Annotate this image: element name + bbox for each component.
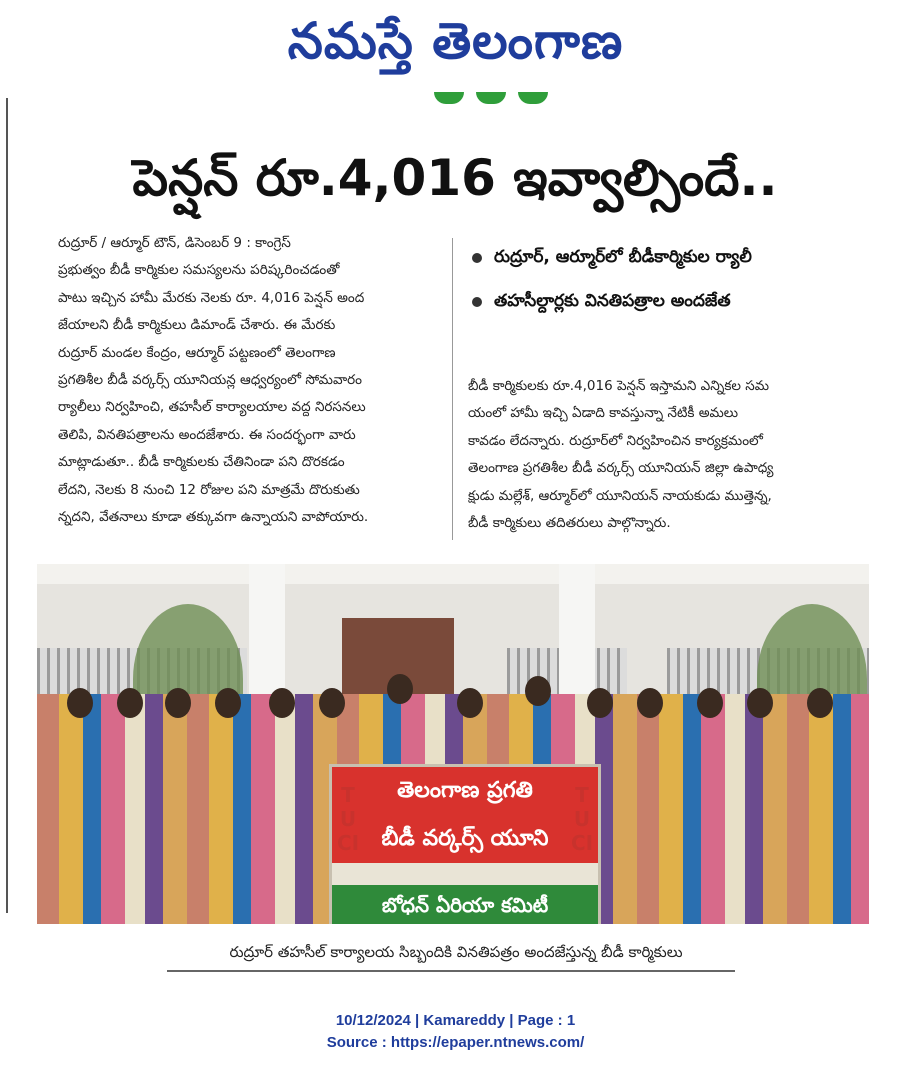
subhead-item (468, 284, 888, 318)
subhead-text: రుద్రూర్, ఆర్మూర్‌లో బీడీకార్మికుల ర్యాలీ (494, 247, 752, 267)
page-footer (0, 1010, 911, 1054)
banner-text: బీడీ వర్కర్స్ యూని (381, 826, 549, 851)
article-line: యంలో హామీ ఇచ్చి ఏడాది కావస్తున్నా నేటికీ అమలు (468, 405, 739, 422)
article-line: ర్యాలీలు నిర్వహించి, తహసీల్ కార్యాలయాల వద్ద నిరసనలు (58, 399, 366, 416)
article-right-column (468, 373, 868, 537)
banner-text: తెలంగాణ ప్రగతి (397, 778, 533, 803)
article-line: బీడీ కార్మికులకు రూ.4,016 పెన్షన్ ఇస్తామని ఎన్నికల సమ (468, 378, 769, 394)
subhead-text: తహసీల్దార్లకు వినతిపత్రాల అందజేత (494, 291, 731, 311)
protest-banner (329, 764, 601, 924)
article-line: రుద్రూర్ మండల కేంద్రం, ఆర్మూర్ పట్టణంలో తెలంగాణ (58, 344, 336, 361)
banner-footer-text: బోధన్ ఏరియా కమిటీ (332, 885, 598, 924)
article-line: మాట్లాడుతూ.. బీడీ కార్మికులకు చేతినిండా పని దొరకడం (58, 454, 345, 471)
source-line: Source : https://epaper.ntnews.com/ (326, 1034, 585, 1051)
article-line: జేయాలని బీడీ కార్మికులు డిమాండ్ చేశారు. ఈ మేరకు (58, 317, 336, 334)
masthead-title: నమస్తే తెలంగాణ (287, 12, 624, 70)
article-line: రుద్రూర్ / ఆర్మూర్ టౌన్, డిసెంబర్ 9 : కాంగ్రెస్ (58, 235, 291, 251)
column-divider (452, 238, 453, 540)
photo-caption: రుద్రూర్ తహసీల్ కార్యాలయ సిబ్బందికి వినతిపత్రం అందజేస్తున్న బీడీ కార్మికులు (229, 943, 683, 961)
banner-side-label: TUCI (570, 783, 594, 855)
article-line: పాటు ఇచ్చిన హామీ మేరకు నెలకు రూ. 4,016 పెన్షన్ అంద (58, 289, 365, 306)
news-photo (37, 564, 869, 924)
dot-icon (434, 92, 464, 104)
article-line: కావడం లేదన్నారు. రుద్రూర్‌లో నిర్వహించిన కార్యక్రమంలో (468, 432, 763, 449)
caption-underline (167, 970, 735, 972)
subhead-item (468, 240, 888, 274)
subhead-list (468, 240, 888, 318)
headline: పెన్షన్ రూ.4,016 ఇవ్వాల్సిందే.. (132, 149, 778, 207)
article-line: ప్రభుత్వం బీడీ కార్మికుల సమస్యలను పరిష్కరించడంతో (58, 262, 340, 279)
banner-side-label: TUCI (336, 783, 360, 855)
article-line: ప్రగతిశీల బీడీ వర్కర్స్ యూనియన్ల ఆధ్వర్యంలో సోమవారం (58, 372, 362, 389)
article-line: క్షుడు మల్లేశ్, ఆర్మూర్‌లో యూనియన్ నాయకుడు ముత్తెన్న, (468, 487, 772, 504)
page-divider (6, 98, 8, 913)
article-line: బీడీ కార్మికులు తదితరులు పాల్గొన్నారు. (468, 515, 671, 532)
date-line: 10/12/2024 | Kamareddy | Page : 1 (335, 1012, 576, 1029)
dot-icon (476, 92, 506, 104)
bullet-icon (472, 297, 482, 307)
article-line: న్నదని, వేతనాలు కూడా తక్కువగా ఉన్నాయని వాపోయారు. (58, 509, 369, 526)
bullet-icon (472, 253, 482, 263)
dot-icon (518, 92, 548, 104)
decorative-dots (434, 92, 554, 106)
article-line: తెలిపి, వినతిపత్రాలను అందజేశారు. ఈ సందర్భంగా వారు (58, 426, 356, 443)
article-line: తెలంగాణ ప్రగతిశీల బీడీ వర్కర్స్ యూనియన్ జిల్లా ఉపాధ్య (468, 460, 774, 477)
article-left-column (58, 230, 438, 531)
article-line: లేదని, నెలకు 8 నుంచి 12 రోజుల పని మాత్రమే దొరుకుతు (58, 481, 360, 498)
